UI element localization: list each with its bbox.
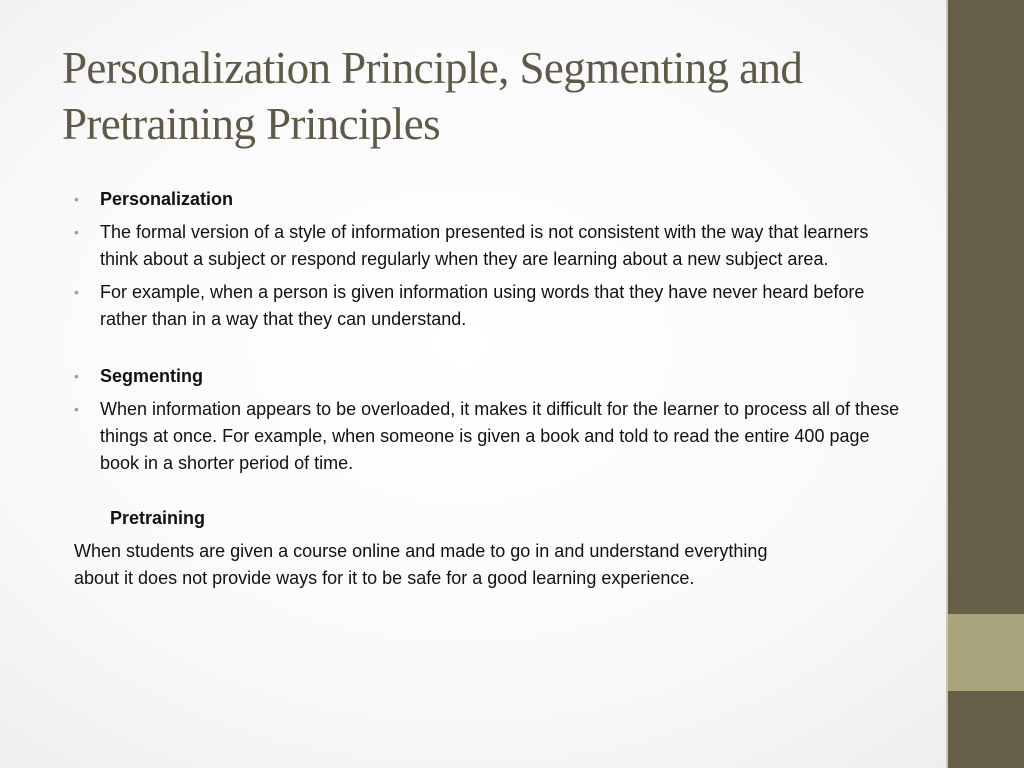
bullet-item [74, 363, 904, 390]
bullet-item [74, 396, 904, 477]
bullet-icon: • [74, 284, 79, 300]
bullet-text: For example, when a person is given information using words that they have never heard before rather than in a way that they can understand. [100, 282, 865, 329]
bullet-item [74, 219, 904, 273]
section-heading-personalization: Personalization [100, 189, 234, 209]
bullet-item [74, 186, 904, 213]
bullet-list-section-1 [74, 186, 904, 333]
slide-content [74, 186, 904, 592]
bullet-text: The formal version of a style of information presented is not consistent with the way that learners think about a subject or respond regularly when they are learning about a new subject area. [100, 222, 869, 269]
bullet-icon: • [74, 401, 79, 417]
section-heading-segmenting: Segmenting [100, 366, 204, 386]
bullet-icon: • [74, 368, 79, 384]
section-heading-pretraining: Pretraining [110, 508, 206, 528]
bullet-icon: • [74, 224, 79, 240]
bullet-text: When information appears to be overloaded, it makes it difficult for the learner to process all of these things at once. For example, when someone is given a book and told to read the entire 400 page book in a shorter period of time. [100, 399, 900, 473]
bullet-icon: • [74, 191, 79, 207]
slide-title: Personalization Principle, Segmenting and Pretraining Principles [62, 43, 803, 149]
side-accent-block [948, 614, 1024, 691]
bullet-list-section-2 [74, 363, 904, 477]
pretraining-paragraph: When students are given a course online and made to go in and understand everything about it does not provide ways for it to be safe for a good learning experience. [74, 541, 768, 588]
bullet-item [74, 279, 904, 333]
spacer [74, 339, 904, 363]
